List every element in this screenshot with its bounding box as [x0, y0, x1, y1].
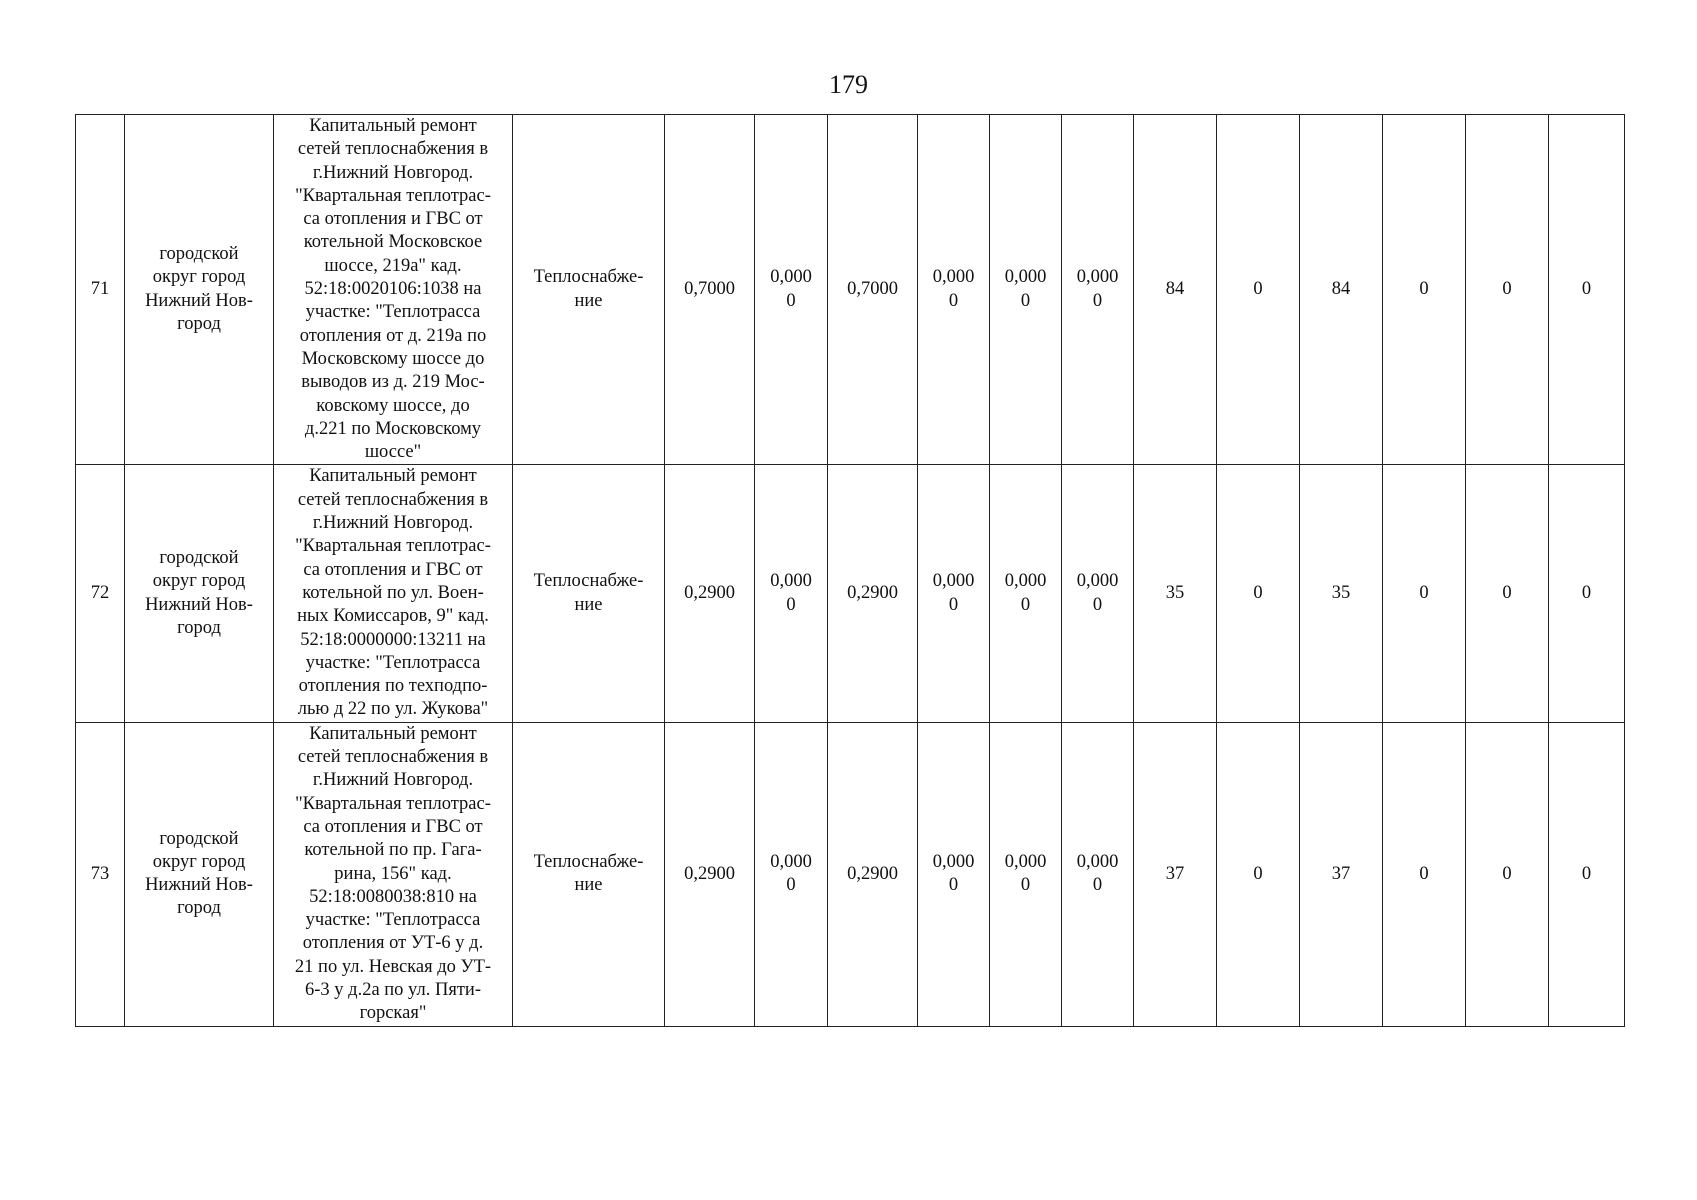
- description-line: котельной по пр. Гага-: [304, 840, 482, 861]
- municipality-cell: [125, 465, 274, 722]
- value-line-2: 0: [786, 875, 796, 896]
- description-line: горская": [359, 1003, 427, 1024]
- value-cell-4: [918, 465, 990, 722]
- row-number-cell: 73: [76, 722, 125, 1026]
- value-line-6: 0,000: [1076, 571, 1119, 592]
- value-line-5: 0: [1020, 290, 1031, 311]
- type-line: Теплоснабже-: [533, 851, 644, 872]
- value-line-5: 0: [1020, 875, 1031, 896]
- value-cell-9: 37: [1300, 722, 1383, 1026]
- description-line: 52:18:0020106:1038 на: [304, 279, 482, 300]
- municipality-line: Нижний Нов-: [145, 290, 253, 311]
- value-line-2: 0,000: [770, 851, 812, 872]
- value-line-6: 0: [1092, 875, 1103, 896]
- description-line: са отопления и ГВС от: [303, 559, 483, 580]
- description-line: ковскому шоссе, до: [316, 395, 470, 416]
- value-cell-6: [1062, 465, 1134, 722]
- value-cell-10: 0: [1383, 115, 1466, 465]
- value-cell-12: 0: [1549, 115, 1625, 465]
- value-line-5: 0,000: [1004, 571, 1047, 592]
- value-cell-5: [990, 722, 1062, 1026]
- municipality-line: городской: [159, 547, 239, 568]
- value-cell-1: 0,7000: [665, 115, 755, 465]
- description-line: "Квартальная теплотрас-: [295, 185, 491, 206]
- value-line-4: 0,000: [932, 571, 975, 592]
- description-line: участке: "Теплотрасса: [305, 652, 481, 673]
- description-line: Московскому шоссе до: [301, 348, 485, 369]
- description-line: Капитальный ремонт: [309, 116, 477, 136]
- description-line: "Квартальная теплотрас-: [295, 536, 491, 557]
- value-cell-4: [918, 722, 990, 1026]
- value-cell-6: [1062, 115, 1134, 465]
- table-row: [76, 465, 1625, 722]
- value-line-4: 0,000: [932, 851, 975, 872]
- value-cell-9: 35: [1300, 465, 1383, 722]
- value-line-2: 0,000: [770, 267, 812, 288]
- description-line: рина, 156" кад.: [334, 863, 452, 884]
- municipality-line: город: [177, 617, 221, 638]
- value-line-2: 0: [786, 594, 796, 615]
- municipality-line: город: [177, 314, 221, 335]
- municipality-line: город: [177, 898, 221, 919]
- value-cell-8: 0: [1217, 115, 1300, 465]
- value-line-4: 0,000: [932, 267, 975, 288]
- value-cell-12: 0: [1549, 722, 1625, 1026]
- value-line-6: 0: [1092, 290, 1103, 311]
- type-line: ние: [574, 875, 603, 896]
- description-cell: [274, 115, 513, 465]
- description-line: шоссе, 219а" кад.: [324, 255, 462, 276]
- description-line: г.Нижний Новгород.: [312, 513, 474, 534]
- value-cell-6: [1062, 722, 1134, 1026]
- value-cell-8: 0: [1217, 465, 1300, 722]
- type-line: Теплоснабже-: [533, 267, 644, 288]
- municipality-line: округ город: [152, 571, 246, 592]
- type-cell: [513, 722, 665, 1026]
- type-cell: [513, 115, 665, 465]
- value-cell-2: [755, 115, 828, 465]
- description-line: сетей теплоснабжения в: [297, 139, 489, 160]
- municipality-line: округ город: [152, 851, 246, 872]
- municipality-line: округ город: [152, 267, 246, 288]
- description-line: д.221 по Московскому: [304, 418, 482, 439]
- description-cell: [274, 465, 513, 722]
- description-line: г.Нижний Новгород.: [312, 162, 474, 183]
- description-line: лью д 22 по ул. Жукова": [297, 699, 489, 720]
- table-body: [76, 115, 1625, 1027]
- table-row: [76, 722, 1625, 1026]
- value-cell-4: [918, 115, 990, 465]
- value-cell-8: 0: [1217, 722, 1300, 1026]
- municipality-line: Нижний Нов-: [145, 594, 253, 615]
- value-cell-7: 84: [1134, 115, 1217, 465]
- value-line-4: 0: [948, 875, 959, 896]
- description-line: 6-3 у д.2а по ул. Пяти-: [305, 979, 481, 1000]
- value-line-4: 0: [948, 290, 959, 311]
- municipality-line: Нижний Нов-: [145, 875, 253, 896]
- municipality-line: городской: [159, 244, 239, 265]
- value-line-6: 0,000: [1076, 851, 1119, 872]
- type-line: Теплоснабже-: [533, 571, 644, 592]
- description-line: котельной Московское: [303, 232, 483, 253]
- value-cell-3: 0,7000: [828, 115, 918, 465]
- value-cell-7: 37: [1134, 722, 1217, 1026]
- description-line: отопления от д. 219а по: [299, 325, 487, 346]
- description-line: Капитальный ремонт: [309, 723, 477, 744]
- value-cell-9: 84: [1300, 115, 1383, 465]
- description-cell: [274, 722, 513, 1026]
- value-line-6: 0,000: [1076, 267, 1119, 288]
- value-cell-3: 0,2900: [828, 465, 918, 722]
- description-line: сетей теплоснабжения в: [297, 489, 489, 510]
- value-cell-11: 0: [1466, 115, 1549, 465]
- row-number-cell: 71: [76, 115, 125, 465]
- value-cell-12: 0: [1549, 465, 1625, 722]
- description-line: са отопления и ГВС от: [303, 816, 483, 837]
- value-line-6: 0: [1092, 594, 1103, 615]
- value-cell-10: 0: [1383, 465, 1466, 722]
- description-line: Капитальный ремонт: [309, 466, 477, 487]
- description-line: участке: "Теплотрасса: [305, 302, 481, 323]
- description-line: отопления от УТ-6 у д.: [302, 933, 484, 954]
- value-cell-2: [755, 465, 828, 722]
- value-cell-3: 0,2900: [828, 722, 918, 1026]
- value-cell-1: 0,2900: [665, 722, 755, 1026]
- value-cell-7: 35: [1134, 465, 1217, 722]
- description-line: котельной по ул. Воен-: [302, 582, 484, 603]
- description-line: выводов из д. 219 Мос-: [301, 372, 485, 393]
- description-line: са отопления и ГВС от: [303, 209, 483, 230]
- data-table: [75, 114, 1625, 1027]
- description-line: 21 по ул. Невская до УТ-: [294, 956, 492, 977]
- value-line-5: 0,000: [1004, 851, 1047, 872]
- value-cell-5: [990, 465, 1062, 722]
- value-cell-10: 0: [1383, 722, 1466, 1026]
- value-cell-11: 0: [1466, 722, 1549, 1026]
- value-cell-11: 0: [1466, 465, 1549, 722]
- municipality-cell: [125, 115, 274, 465]
- description-line: сетей теплоснабжения в: [297, 747, 489, 768]
- description-line: 52:18:0000000:13211 на: [300, 629, 486, 650]
- description-line: отопления по техподпо-: [298, 676, 488, 697]
- municipality-line: городской: [159, 828, 239, 849]
- value-line-2: 0,000: [770, 571, 812, 592]
- municipality-cell: [125, 722, 274, 1026]
- value-cell-1: 0,2900: [665, 465, 755, 722]
- row-number-cell: 72: [76, 465, 125, 722]
- value-line-5: 0: [1020, 594, 1031, 615]
- type-line: ние: [574, 594, 603, 615]
- value-line-4: 0: [948, 594, 959, 615]
- value-cell-2: [755, 722, 828, 1026]
- description-line: "Квартальная теплотрас-: [295, 793, 491, 814]
- page-number: 179: [829, 70, 868, 99]
- description-line: г.Нижний Новгород.: [312, 770, 474, 791]
- value-line-5: 0,000: [1004, 267, 1047, 288]
- type-cell: [513, 465, 665, 722]
- table-row: [76, 115, 1625, 465]
- value-cell-5: [990, 115, 1062, 465]
- description-line: шоссе": [364, 442, 422, 463]
- description-line: 52:18:0080038:810 на: [309, 886, 477, 907]
- description-line: участке: "Теплотрасса: [305, 910, 481, 931]
- value-line-2: 0: [786, 290, 796, 311]
- description-line: ных Комиссаров, 9" кад.: [297, 606, 489, 627]
- type-line: ние: [574, 290, 603, 311]
